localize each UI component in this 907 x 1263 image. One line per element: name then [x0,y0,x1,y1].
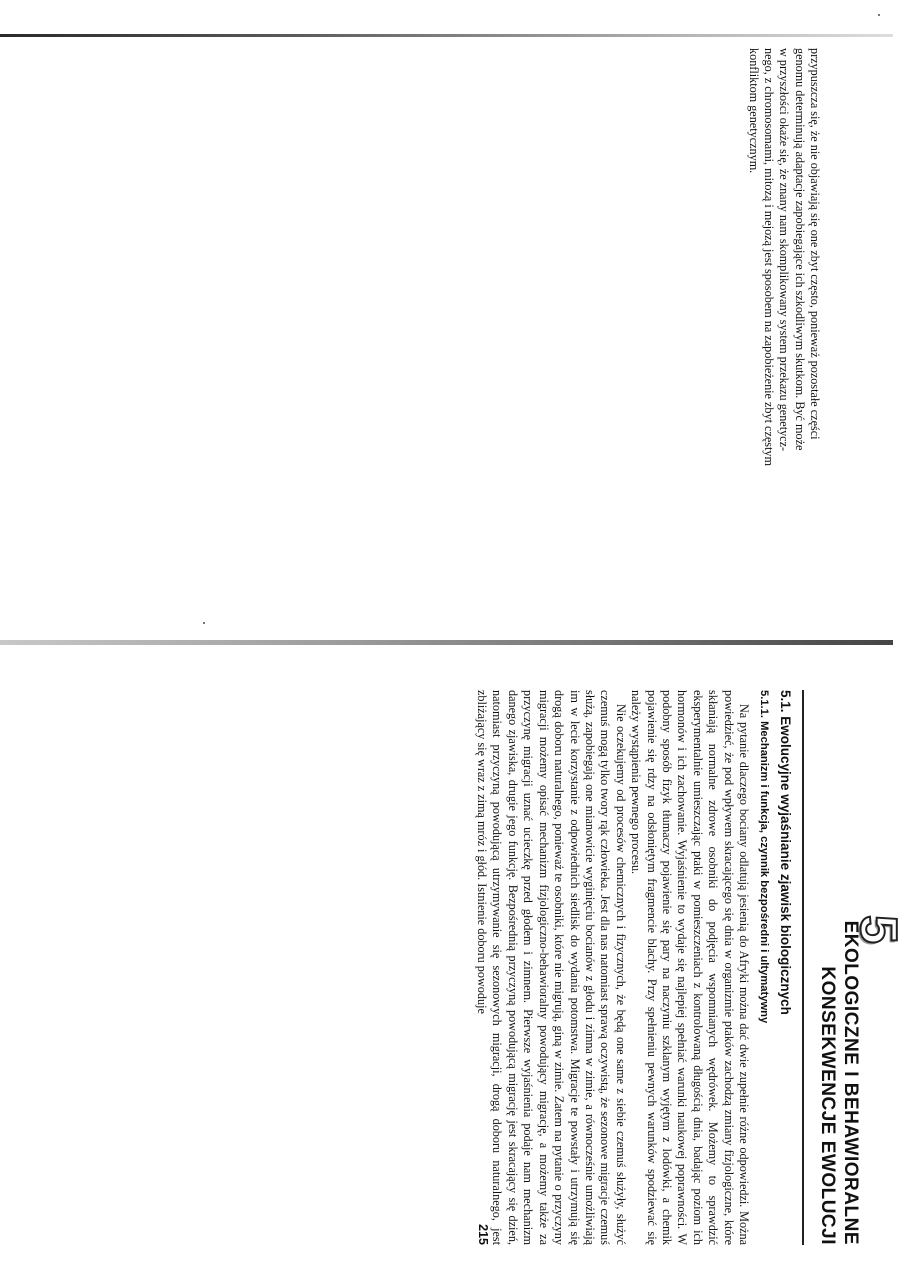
previous-page-text [746,48,822,638]
section-heading: 5.1. Ewolucyjne wyjaśnianie zjawisk biologicznych [778,690,793,1015]
body-paragraph-1: Na pytanie dlaczego bociany odlatują jesienią do Afryki można dać dwie zupełnie różne odpowiedzi. Można powiedzieć, że pod wpływem skracającego się dnia w organizmie ptaków zachodzą zmiany fizjologiczne, które skłaniają normalne zdrowe osobniki do podjęcia wspomnianych wędrówek. Możemy to sprawdzić eksperymentalnie umieszczając ptaki w pomieszczeniach z kontrolowaną długością dnia, badając poziom ich hormonów i ich zachowanie. Wyjaśnienie to wydaje się najlepiej spełniać warunki naukowej poprawności. W podobny sposób fizyk tłumaczy pojawienie się pary na naczyniu szklanym wyjętym z lodówki, a chemik pojawienie się rdzy na odsłoniętym fragmencie blachy. Przy spełnieniu pewnych warunków spodziewać się należy wystąpienia pewnego procesu. [629,690,751,1245]
subsection-heading: 5.1.1. Mechanizm i funkcja, czynnik bezpośredni i ultymatywny [758,690,770,1024]
scan-speck [878,14,880,16]
text-line: w przyszłości okaże się, że znany nam skomplikowany system przekazu genetycz- [777,48,792,452]
chapter-page [474,690,907,1245]
text-line: nego, z chromosomami, mitozą i mejozą jest sposobem na zapobieżenie zbyt częstym [762,48,777,466]
text-line: genomu determinują adaptacje zapobiegające ich szkodliwym skutkom. Być może [792,48,807,451]
chapter-rule [802,690,804,1245]
chapter-number: 5 [849,915,907,944]
page-number: 215 [476,1224,490,1245]
chapter-title-line-2: KONSEKWENCJE EWOLUCJI [817,966,838,1245]
chapter-title-line-1: EKOLOGICZNE I BEHAWIORALNE [840,920,861,1245]
text-line: przypuszcza się, że nie objawiają się one zbyt często, ponieważ pozostałe części [808,48,822,440]
body-paragraph-2: Nie oczekujemy od procesów chemicznych i fizycznych, że będą one same z siebie czemuś służyły, służyć czemuś mogą tylko twory rąk człowieka. Jest dla nas natomiast sprawą oczywistą, że sezonowe migracje czemuś służą, zapobiegają one mianowicie wyginięciu bocianów z głodu i zimna w zimie, a równocześnie umożliwiają im w lecie korzystanie z odpowiednich siedlisk do wydania potomstwa. Migracje te powstały i utrzymują się drogą doboru naturalnego, ponieważ te osobniki, które nie migrują, giną w zimie. Zatem na pytanie o przyczyny migracji możemy opisać mechanizm fizjologiczno-behawioralny powodujący migrację, a możemy także za przyczynę migracji uznać ucieczkę przed głodem i zimnem. Pierwsze wyjaśnienia podaje nam mechanizm danego zjawiska, drugie jego funkcję. Bezpośrednią przyczyną powodującą migrację jest skracający się dzień, natomiast przyczyną powodującą utrzymywanie się sezonowych migracji, drogą doboru naturalnego, jest zbliżający się wraz z zimą mróz i głód. Istnienie doboru powoduje [475,690,628,1245]
page-fold-line [0,640,893,645]
scan-speck [203,622,205,624]
text-line: konfliktom genetycznym. [746,48,761,174]
scan-edge-line [0,34,893,37]
